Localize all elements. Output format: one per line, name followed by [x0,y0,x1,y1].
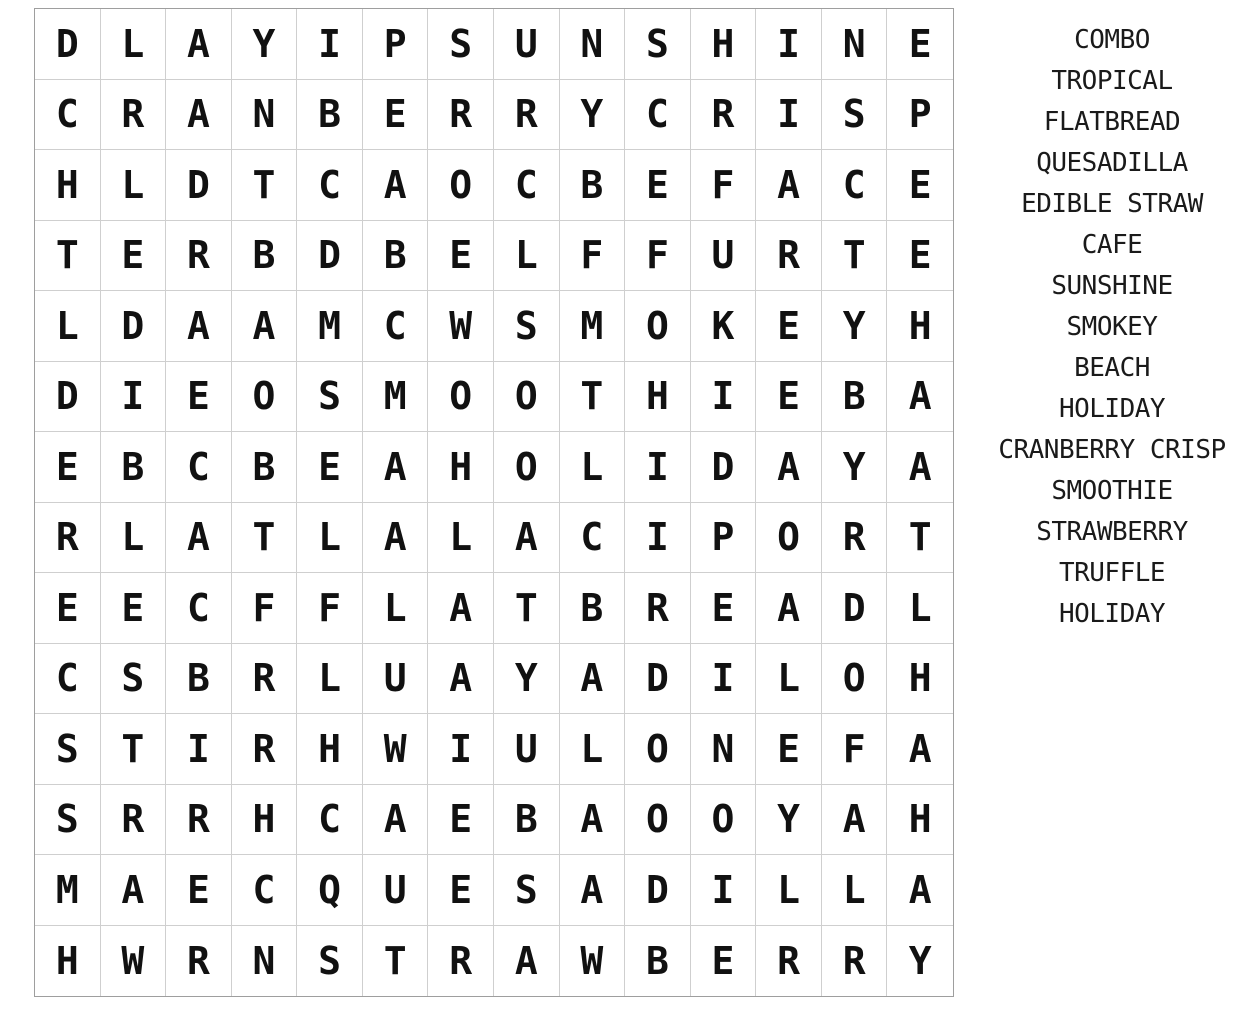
grid-cell-r6-c1[interactable]: B [101,432,167,503]
word-list-item: EDIBLE STRAW [1021,189,1203,219]
grid-cell-r10-c1[interactable]: T [101,714,167,785]
grid-cell-r7-c10[interactable]: P [691,503,757,574]
grid-cell-r8-c4[interactable]: F [297,573,363,644]
grid-cell-r1-c1[interactable]: R [101,80,167,151]
grid-cell-r5-c6[interactable]: O [428,362,494,433]
word-list-item: COMBO [1074,25,1150,55]
grid-cell-r9-c5[interactable]: U [363,644,429,715]
word-list-item: SMOKEY [1066,312,1158,342]
grid-cell-r3-c11[interactable]: R [756,221,822,292]
grid-cell-r3-c13[interactable]: E [887,221,953,292]
grid-cell-r5-c12[interactable]: B [822,362,888,433]
grid-cell-r2-c10[interactable]: F [691,150,757,221]
grid-cell-r3-c12[interactable]: T [822,221,888,292]
grid-cell-r3-c5[interactable]: B [363,221,429,292]
grid-cell-r9-c6[interactable]: A [428,644,494,715]
grid-cell-r1-c4[interactable]: B [297,80,363,151]
grid-cell-r9-c10[interactable]: I [691,644,757,715]
word-list-item: HOLIDAY [1058,394,1166,424]
grid-cell-r13-c1[interactable]: W [101,926,167,997]
grid-cell-r0-c11[interactable]: I [756,9,822,80]
grid-cell-r8-c10[interactable]: E [691,573,757,644]
grid-cell-r12-c1[interactable]: A [101,855,167,926]
grid-cell-r0-c4[interactable]: I [297,9,363,80]
grid-cell-r5-c3[interactable]: O [232,362,298,433]
grid-cell-r6-c4[interactable]: E [297,432,363,503]
grid-cell-r13-c11[interactable]: R [756,926,822,997]
grid-cell-r13-c6[interactable]: R [428,926,494,997]
word-list-item: FLATBREAD [1043,107,1181,137]
grid-cell-r5-c2[interactable]: E [166,362,232,433]
grid-cell-r12-c0[interactable]: M [35,855,101,926]
grid-cell-r0-c3[interactable]: Y [232,9,298,80]
grid-cell-r2-c1[interactable]: L [101,150,167,221]
grid-cell-r5-c7[interactable]: O [494,362,560,433]
grid-cell-r7-c11[interactable]: O [756,503,822,574]
grid-cell-r13-c12[interactable]: R [822,926,888,997]
grid-cell-r11-c8[interactable]: A [560,785,626,856]
grid-cell-r6-c0[interactable]: E [35,432,101,503]
grid-cell-r2-c8[interactable]: B [560,150,626,221]
grid-cell-r10-c8[interactable]: L [560,714,626,785]
grid-cell-r0-c0[interactable]: D [35,9,101,80]
grid-cell-r8-c8[interactable]: B [560,573,626,644]
grid-cell-r2-c12[interactable]: C [822,150,888,221]
grid-cell-r1-c5[interactable]: E [363,80,429,151]
grid-cell-r3-c6[interactable]: E [428,221,494,292]
word-list-item: TROPICAL [1051,66,1173,96]
grid-cell-r6-c9[interactable]: I [625,432,691,503]
grid-cell-r6-c12[interactable]: Y [822,432,888,503]
grid-cell-r3-c4[interactable]: D [297,221,363,292]
grid-cell-r3-c0[interactable]: T [35,221,101,292]
grid-cell-r2-c0[interactable]: H [35,150,101,221]
grid-cell-r4-c4[interactable]: M [297,291,363,362]
grid-cell-r7-c7[interactable]: A [494,503,560,574]
grid-cell-r9-c12[interactable]: O [822,644,888,715]
grid-cell-r7-c13[interactable]: T [887,503,953,574]
grid-cell-r8-c13[interactable]: L [887,573,953,644]
grid-cell-r9-c4[interactable]: L [297,644,363,715]
grid-cell-r0-c7[interactable]: U [494,9,560,80]
grid-cell-r7-c5[interactable]: A [363,503,429,574]
grid-cell-r4-c12[interactable]: Y [822,291,888,362]
grid-cell-r6-c7[interactable]: O [494,432,560,503]
grid-cell-r10-c3[interactable]: R [232,714,298,785]
grid-cell-r10-c7[interactable]: U [494,714,560,785]
word-list [986,20,1238,635]
grid-cell-r8-c12[interactable]: D [822,573,888,644]
grid-cell-r7-c8[interactable]: C [560,503,626,574]
grid-cell-r0-c2[interactable]: A [166,9,232,80]
grid-cell-r10-c9[interactable]: O [625,714,691,785]
grid-cell-r8-c6[interactable]: A [428,573,494,644]
grid-cell-r11-c12[interactable]: A [822,785,888,856]
grid-cell-r13-c0[interactable]: H [35,926,101,997]
grid-cell-r6-c10[interactable]: D [691,432,757,503]
grid-cell-r2-c9[interactable]: E [625,150,691,221]
grid-cell-r0-c13[interactable]: E [887,9,953,80]
grid-cell-r12-c10[interactable]: I [691,855,757,926]
grid-cell-r2-c5[interactable]: A [363,150,429,221]
word-list-item: BEACH [1074,353,1150,383]
grid-cell-r6-c2[interactable]: C [166,432,232,503]
grid-cell-r13-c8[interactable]: W [560,926,626,997]
grid-cell-r13-c9[interactable]: B [625,926,691,997]
word-list-item: TRUFFLE [1058,558,1166,588]
grid-cell-r11-c10[interactable]: O [691,785,757,856]
grid-cell-r3-c2[interactable]: R [166,221,232,292]
grid-cell-r4-c10[interactable]: K [691,291,757,362]
grid-cell-r10-c11[interactable]: E [756,714,822,785]
grid-cell-r5-c8[interactable]: T [560,362,626,433]
grid-cell-r12-c5[interactable]: U [363,855,429,926]
grid-cell-r4-c7[interactable]: S [494,291,560,362]
grid-cell-r11-c6[interactable]: E [428,785,494,856]
grid-cell-r2-c3[interactable]: T [232,150,298,221]
grid-cell-r4-c6[interactable]: W [428,291,494,362]
grid-cell-r11-c11[interactable]: Y [756,785,822,856]
grid-cell-r3-c10[interactable]: U [691,221,757,292]
grid-cell-r4-c5[interactable]: C [363,291,429,362]
word-list-item: CAFE [1081,230,1143,260]
grid-cell-r7-c1[interactable]: L [101,503,167,574]
grid-cell-r9-c0[interactable]: C [35,644,101,715]
grid-cell-r1-c8[interactable]: Y [560,80,626,151]
grid-cell-r1-c2[interactable]: A [166,80,232,151]
grid-cell-r3-c7[interactable]: L [494,221,560,292]
grid-cell-r9-c7[interactable]: Y [494,644,560,715]
grid-cell-r8-c7[interactable]: T [494,573,560,644]
grid-cell-r2-c13[interactable]: E [887,150,953,221]
grid-cell-r4-c3[interactable]: A [232,291,298,362]
grid-cell-r1-c6[interactable]: R [428,80,494,151]
grid-cell-r1-c9[interactable]: C [625,80,691,151]
grid-cell-r7-c12[interactable]: R [822,503,888,574]
grid-cell-r4-c2[interactable]: A [166,291,232,362]
grid-cell-r9-c13[interactable]: H [887,644,953,715]
grid-cell-r6-c6[interactable]: H [428,432,494,503]
grid-cell-r0-c1[interactable]: L [101,9,167,80]
grid-cell-r11-c0[interactable]: S [35,785,101,856]
grid-cell-r10-c4[interactable]: H [297,714,363,785]
word-list-item: STRAWBERRY [1036,517,1188,547]
grid-cell-r13-c3[interactable]: N [232,926,298,997]
grid-cell-r2-c7[interactable]: C [494,150,560,221]
grid-cell-r5-c1[interactable]: I [101,362,167,433]
grid-cell-r3-c1[interactable]: E [101,221,167,292]
grid-cell-r0-c9[interactable]: S [625,9,691,80]
grid-cell-r12-c2[interactable]: E [166,855,232,926]
grid-cell-r8-c2[interactable]: C [166,573,232,644]
grid-cell-r1-c7[interactable]: R [494,80,560,151]
grid-cell-r7-c3[interactable]: T [232,503,298,574]
grid-cell-r1-c13[interactable]: P [887,80,953,151]
grid-cell-r2-c2[interactable]: D [166,150,232,221]
grid-cell-r9-c3[interactable]: R [232,644,298,715]
grid-cell-r9-c8[interactable]: A [560,644,626,715]
grid-cell-r7-c2[interactable]: A [166,503,232,574]
grid-cell-r12-c3[interactable]: C [232,855,298,926]
grid-cell-r5-c9[interactable]: H [625,362,691,433]
grid-cell-r0-c8[interactable]: N [560,9,626,80]
grid-cell-r6-c13[interactable]: A [887,432,953,503]
grid-cell-r12-c6[interactable]: E [428,855,494,926]
grid-cell-r13-c2[interactable]: R [166,926,232,997]
grid-cell-r5-c0[interactable]: D [35,362,101,433]
grid-cell-r13-c4[interactable]: S [297,926,363,997]
grid-cell-r3-c9[interactable]: F [625,221,691,292]
grid-cell-r11-c4[interactable]: C [297,785,363,856]
grid-cell-r1-c12[interactable]: S [822,80,888,151]
grid-cell-r4-c8[interactable]: M [560,291,626,362]
grid-cell-r9-c1[interactable]: S [101,644,167,715]
grid-cell-r12-c13[interactable]: A [887,855,953,926]
grid-cell-r0-c12[interactable]: N [822,9,888,80]
grid-cell-r12-c8[interactable]: A [560,855,626,926]
grid-cell-r11-c3[interactable]: H [232,785,298,856]
grid-cell-r1-c10[interactable]: R [691,80,757,151]
grid-cell-r3-c8[interactable]: F [560,221,626,292]
grid-cell-r9-c2[interactable]: B [166,644,232,715]
grid-cell-r2-c11[interactable]: A [756,150,822,221]
grid-cell-r5-c13[interactable]: A [887,362,953,433]
grid-cell-r7-c6[interactable]: L [428,503,494,574]
grid-cell-r5-c5[interactable]: M [363,362,429,433]
grid-cell-r0-c10[interactable]: H [691,9,757,80]
grid-cell-r8-c1[interactable]: E [101,573,167,644]
grid-cell-r6-c5[interactable]: A [363,432,429,503]
grid-cell-r7-c0[interactable]: R [35,503,101,574]
grid-cell-r10-c10[interactable]: N [691,714,757,785]
grid-cell-r7-c4[interactable]: L [297,503,363,574]
grid-cell-r4-c1[interactable]: D [101,291,167,362]
grid-cell-r12-c11[interactable]: L [756,855,822,926]
grid-cell-r6-c8[interactable]: L [560,432,626,503]
grid-cell-r10-c0[interactable]: S [35,714,101,785]
grid-cell-r3-c3[interactable]: B [232,221,298,292]
grid-cell-r4-c9[interactable]: O [625,291,691,362]
grid-cell-r11-c7[interactable]: B [494,785,560,856]
grid-cell-r8-c3[interactable]: F [232,573,298,644]
grid-cell-r2-c6[interactable]: O [428,150,494,221]
grid-cell-r1-c0[interactable]: C [35,80,101,151]
grid-cell-r11-c9[interactable]: O [625,785,691,856]
grid-cell-r8-c0[interactable]: E [35,573,101,644]
grid-cell-r5-c11[interactable]: E [756,362,822,433]
word-list-item: SMOOTHIE [1051,476,1173,506]
grid-cell-r1-c3[interactable]: N [232,80,298,151]
grid-cell-r9-c9[interactable]: D [625,644,691,715]
grid-cell-r4-c11[interactable]: E [756,291,822,362]
grid-cell-r13-c7[interactable]: A [494,926,560,997]
word-list-item: HOLIDAY [1058,599,1166,629]
grid-cell-r8-c11[interactable]: A [756,573,822,644]
grid-cell-r10-c12[interactable]: F [822,714,888,785]
grid-cell-r1-c11[interactable]: I [756,80,822,151]
grid-cell-r10-c13[interactable]: A [887,714,953,785]
grid-cell-r7-c9[interactable]: I [625,503,691,574]
grid-cell-r11-c5[interactable]: A [363,785,429,856]
grid-cell-r4-c13[interactable]: H [887,291,953,362]
grid-cell-r13-c5[interactable]: T [363,926,429,997]
grid-cell-r5-c10[interactable]: I [691,362,757,433]
grid-cell-r6-c11[interactable]: A [756,432,822,503]
word-list-item: QUESADILLA [1036,148,1188,178]
grid-cell-r9-c11[interactable]: L [756,644,822,715]
grid-cell-r13-c13[interactable]: Y [908,938,932,983]
grid-cell-r12-c4[interactable]: Q [297,855,363,926]
grid-cell-r11-c13[interactable]: H [887,785,953,856]
grid-cell-r0-c6[interactable]: S [428,9,494,80]
grid-cell-r12-c12[interactable]: L [822,855,888,926]
grid-cell-r8-c5[interactable]: L [363,573,429,644]
grid-cell-r2-c4[interactable]: C [297,150,363,221]
grid-cell-r10-c6[interactable]: I [428,714,494,785]
word-list-item: CRANBERRY CRISP [998,435,1226,465]
grid-cell-r11-c1[interactable]: R [101,785,167,856]
grid-cell-r11-c2[interactable]: R [166,785,232,856]
grid-cell-r12-c7[interactable]: S [494,855,560,926]
grid-cell-r4-c0[interactable]: L [35,291,101,362]
grid-cell-r5-c4[interactable]: S [297,362,363,433]
grid-cell-r13-c10[interactable]: E [691,926,757,997]
grid-cell-r12-c9[interactable]: D [625,855,691,926]
grid-cell-r6-c3[interactable]: B [232,432,298,503]
grid-cell-r10-c2[interactable]: I [166,714,232,785]
grid-cell-r0-c5[interactable]: P [363,9,429,80]
word-list-item: SUNSHINE [1051,271,1173,301]
grid-cell-r8-c9[interactable]: R [625,573,691,644]
word-search-grid [34,8,954,997]
grid-cell-r10-c5[interactable]: W [363,714,429,785]
